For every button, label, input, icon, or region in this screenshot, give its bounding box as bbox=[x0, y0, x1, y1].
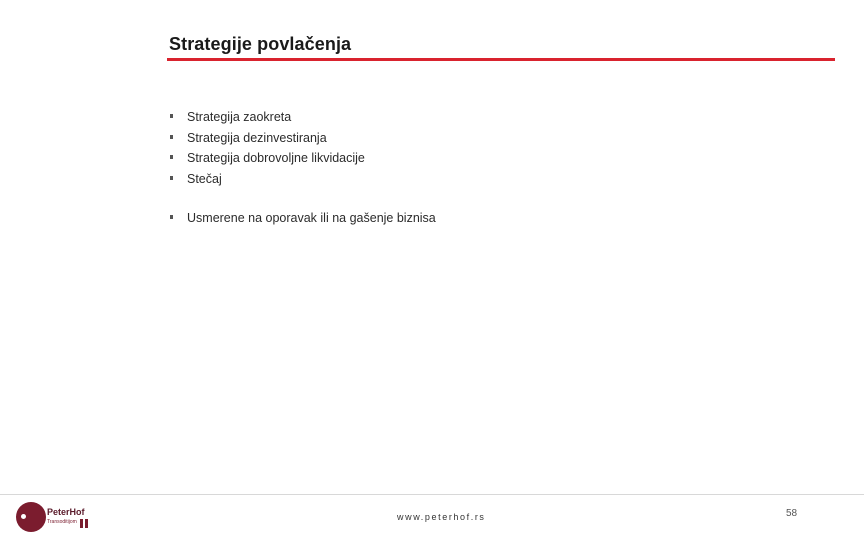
bullet-marker-icon bbox=[170, 155, 173, 159]
secondary-bullet-list bbox=[170, 209, 436, 230]
logo-bar-icon bbox=[85, 519, 88, 528]
bullet-item bbox=[170, 149, 365, 170]
bullet-marker-icon bbox=[170, 215, 173, 219]
page-number: 58 bbox=[786, 508, 798, 519]
logo-name: PeterHof bbox=[47, 507, 85, 517]
bullet-item bbox=[170, 170, 365, 191]
bullet-text: Usmerene na oporavak ili na gašenje biznisa bbox=[187, 211, 436, 225]
slide-title: Strategije povlačenja bbox=[169, 34, 352, 54]
peterhof-logo bbox=[16, 502, 126, 532]
title-underline bbox=[167, 58, 835, 61]
bullet-marker-icon bbox=[170, 176, 173, 180]
bullet-text: Stečaj bbox=[187, 171, 222, 186]
primary-bullet-list bbox=[170, 108, 365, 190]
bullet-marker-icon bbox=[170, 135, 173, 139]
bullet-item bbox=[170, 209, 436, 230]
logo-bar-icon bbox=[80, 519, 83, 528]
bullet-text: Strategija zaokreta bbox=[187, 110, 292, 124]
logo-circle-icon bbox=[16, 502, 46, 532]
bullet-marker-icon bbox=[170, 114, 173, 118]
bullet-item bbox=[170, 108, 365, 129]
logo-tagline: Transoditijom bbox=[47, 519, 77, 525]
footer-divider bbox=[0, 494, 864, 495]
bullet-text: Strategija dobrovoljne likvidacije bbox=[187, 151, 365, 165]
bullet-item bbox=[170, 129, 365, 150]
bullet-text: Strategija dezinvestiranja bbox=[187, 130, 327, 145]
footer-url: www.peterhof.rs bbox=[397, 512, 486, 522]
